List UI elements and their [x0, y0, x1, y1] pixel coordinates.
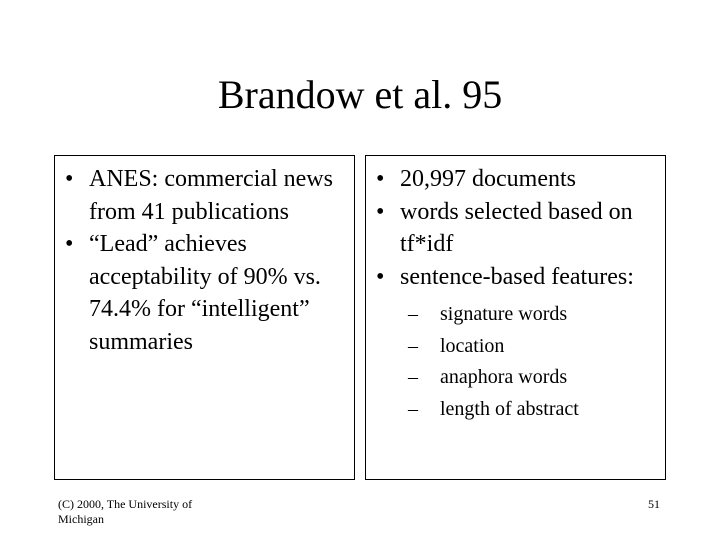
bullet-item [376, 163, 659, 196]
dash-icon: – [408, 397, 418, 420]
sub-bullet-item [408, 362, 659, 394]
bullet-text: ANES: commercial news from 41 publications [89, 166, 333, 225]
bullet-item [376, 261, 659, 426]
bullet-icon: • [376, 263, 385, 290]
bullet-text: 20,997 documents [400, 166, 576, 192]
right-bullet-list [366, 156, 665, 425]
dash-icon: – [408, 303, 418, 325]
sub-bullet-text: anaphora words [440, 366, 568, 388]
left-bullet-list [55, 156, 354, 358]
bullet-text: words selected based on tf*idf [400, 198, 633, 257]
sub-bullet-text: location [440, 334, 505, 357]
bullet-icon: • [376, 166, 385, 192]
bullet-icon: • [65, 231, 74, 257]
bullet-text: sentence-based features: [400, 263, 634, 290]
sub-bullet-text: signature words [440, 303, 568, 325]
sub-bullet-item [408, 331, 659, 363]
bullet-text: “Lead” achieves acceptability of 90% vs. 74.4% for “intelligent” summaries [89, 231, 321, 355]
slide-title: Brandow et al. 95 [217, 72, 503, 117]
sub-bullet-text: length of abstract [440, 397, 579, 420]
dash-icon: – [408, 366, 418, 388]
dash-icon: – [408, 334, 418, 357]
bullet-item [65, 228, 348, 358]
bullet-item [65, 163, 348, 228]
left-text-box [54, 155, 355, 480]
sub-bullet-item [408, 394, 659, 426]
sub-bullet-item [408, 299, 659, 331]
bullet-icon: • [65, 166, 74, 192]
copyright-footer: (C) 2000, The University of Michigan [58, 497, 193, 526]
bullet-icon: • [376, 198, 385, 225]
bullet-item [376, 196, 659, 261]
page-number: 51 [648, 497, 660, 511]
sub-bullet-list [400, 299, 659, 425]
right-text-box [365, 155, 666, 480]
